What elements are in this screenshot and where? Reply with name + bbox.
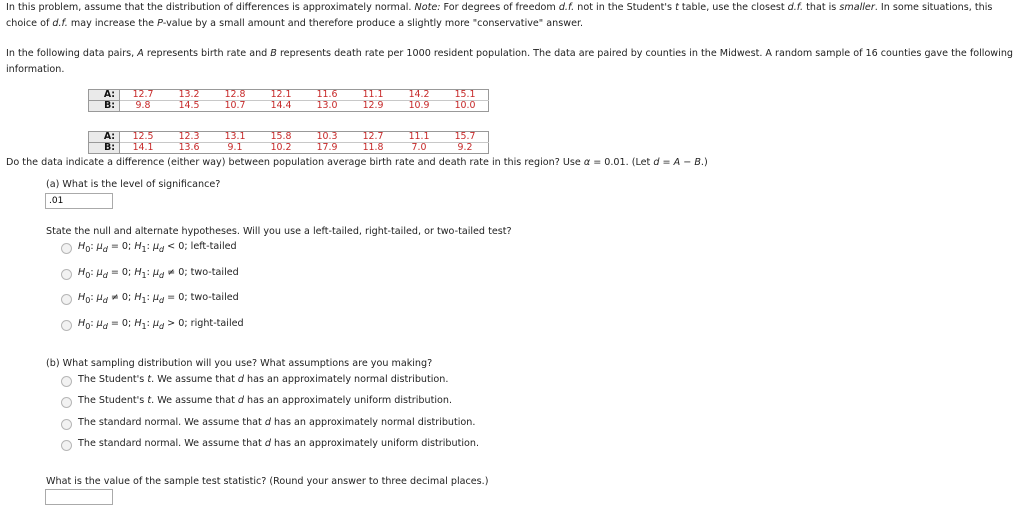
intro-paragraph-1	[6, 0, 1016, 32]
test-statistic-label: What is the value of the sample test statistic? (Round your answer to three decimal places.)	[46, 476, 489, 487]
option-text: The Student's	[78, 395, 148, 406]
relation: = 0;	[107, 318, 135, 329]
table-cell: 13.2	[166, 90, 212, 101]
table-cell: 13.1	[212, 132, 258, 143]
intro-paragraph-2	[6, 46, 1016, 78]
table-cell: 10.7	[224, 100, 246, 111]
colon: :	[90, 318, 97, 329]
question-fragment: Do the data indicate a difference (either way) between population average birth rate and death rate in this region? Use	[6, 157, 584, 168]
option-text: has an approximately uniform distribution.	[270, 438, 479, 449]
part-b-label: (b) What sampling distribution will you use? What assumptions are you making?	[46, 358, 433, 369]
subscript: d	[102, 321, 108, 331]
hypotheses-prompt: State the null and alternate hypotheses. Will you use a left-tailed, right-tailed, or two-tailed test?	[46, 226, 512, 237]
hypothesis-option-1[interactable]	[78, 241, 237, 254]
table-row	[89, 101, 489, 112]
test-statistic-input[interactable]	[45, 489, 113, 505]
mu-symbol: μ	[96, 267, 103, 278]
table-cell: 11.1	[396, 132, 442, 143]
h-symbol: H	[134, 241, 142, 252]
subscript: d	[159, 244, 165, 254]
intro-text: may increase the	[67, 18, 158, 29]
table-cell: 10.3	[304, 132, 350, 143]
intro-text: table, use the closest	[678, 2, 788, 13]
subscript: d	[159, 321, 165, 331]
subscript: 0	[85, 295, 91, 305]
h-symbol: H	[78, 292, 86, 303]
table-cell: 11.8	[362, 142, 384, 153]
mu-symbol: μ	[152, 241, 160, 252]
distribution-radio-3[interactable]	[61, 419, 72, 430]
colon: :	[146, 318, 153, 329]
question-text	[6, 157, 708, 168]
table-cell: 7.0	[411, 142, 427, 153]
distribution-option-2[interactable]	[78, 395, 452, 406]
distribution-radio-4[interactable]	[61, 440, 72, 451]
var-d: d	[237, 374, 244, 385]
intro-text: not in the Student's	[574, 2, 676, 13]
p-term: P	[157, 18, 163, 29]
subscript: d	[102, 244, 108, 254]
table-cell: 15.1	[442, 90, 489, 101]
colon: :	[146, 241, 153, 252]
table-cell: 15.7	[442, 132, 489, 143]
question-fragment: −	[680, 157, 695, 168]
table-cell: 17.9	[316, 142, 338, 153]
var-d: d	[264, 417, 271, 428]
option-text: has an approximately normal distribution.	[243, 374, 449, 385]
colon: :	[146, 292, 153, 303]
hypothesis-radio-4[interactable]	[61, 320, 72, 331]
relation: < 0; left-tailed	[164, 241, 237, 252]
data-table-1	[88, 89, 489, 112]
table-cell: 14.2	[396, 90, 442, 101]
intro-text: In this problem, assume that the distribution of differences is approximately normal.	[6, 2, 415, 13]
var-d: d	[264, 438, 271, 449]
hypothesis-radio-2[interactable]	[61, 269, 72, 280]
intro-text: represents birth rate and	[143, 48, 271, 59]
var-b: B	[694, 157, 701, 168]
table-cell: 12.7	[120, 90, 167, 101]
subscript: 1	[141, 270, 147, 280]
mu-symbol: μ	[96, 318, 103, 329]
hypothesis-option-2[interactable]	[78, 267, 239, 280]
hypothesis-radio-3[interactable]	[61, 294, 72, 305]
table-cell: 10.2	[270, 142, 292, 153]
table-cell: 10.9	[408, 100, 430, 111]
distribution-option-1[interactable]	[78, 374, 448, 385]
note-label: Note:	[414, 2, 441, 13]
table-row	[89, 132, 489, 143]
table-cell: 11.6	[304, 90, 350, 101]
question-fragment: =	[659, 157, 674, 168]
row-label-a: A:	[89, 90, 120, 101]
df-term: d.f.	[52, 18, 68, 29]
row-label-b: B:	[89, 101, 120, 112]
row-label-b: B:	[89, 143, 120, 154]
subscript: d	[102, 295, 108, 305]
table-cell: 9.2	[457, 142, 473, 153]
subscript: 1	[141, 244, 147, 254]
significance-input[interactable]	[45, 193, 113, 209]
h-symbol: H	[78, 267, 86, 278]
relation: ≠ 0;	[107, 292, 135, 303]
distribution-option-3[interactable]	[78, 417, 475, 428]
table-cell: 12.3	[166, 132, 212, 143]
table-cell: 14.1	[132, 142, 154, 153]
part-a-label: (a) What is the level of significance?	[46, 179, 221, 190]
colon: :	[90, 241, 97, 252]
intro-text: . In some situations, this choice of	[6, 2, 993, 29]
mu-symbol: μ	[152, 292, 160, 303]
relation: = 0;	[107, 267, 135, 278]
subscript: 0	[85, 244, 91, 254]
relation: = 0;	[107, 241, 135, 252]
table-row	[89, 143, 489, 154]
table-cell: 12.1	[258, 90, 304, 101]
option-text: The standard normal. We assume that	[78, 438, 265, 449]
var-a: A	[673, 157, 681, 168]
intro-text: -value by a small amount and therefore produce a slightly more "conservative" answer.	[162, 18, 584, 29]
var-d: d	[653, 157, 660, 168]
option-text: . We assume that	[151, 395, 238, 406]
h-symbol: H	[134, 318, 142, 329]
table-cell: 12.5	[120, 132, 167, 143]
option-text: has an approximately uniform distribution.	[243, 395, 453, 406]
alpha-symbol: α	[583, 157, 591, 168]
option-text: The standard normal. We assume that	[78, 417, 265, 428]
table-cell: 12.9	[362, 100, 384, 111]
table-cell: 9.8	[135, 100, 151, 111]
intro-text: In the following data pairs,	[6, 48, 138, 59]
table-cell: 12.7	[350, 132, 396, 143]
colon: :	[90, 267, 97, 278]
h-symbol: H	[78, 241, 86, 252]
var-b: B	[270, 48, 277, 59]
hypothesis-option-3[interactable]	[78, 292, 239, 305]
subscript: d	[159, 295, 165, 305]
relation: ≠ 0; two-tailed	[164, 267, 239, 278]
intro-text: For degrees of freedom	[440, 2, 559, 13]
hypothesis-radio-1[interactable]	[61, 243, 72, 254]
table-cell: 14.5	[178, 100, 200, 111]
distribution-radio-2[interactable]	[61, 397, 72, 408]
option-text: . We assume that	[151, 374, 238, 385]
option-text: has an approximately normal distribution.	[270, 417, 476, 428]
table-cell: 11.1	[350, 90, 396, 101]
question-fragment: = 0.01. (Let	[590, 157, 654, 168]
row-label-a: A:	[89, 132, 120, 143]
table-cell: 10.0	[454, 100, 476, 111]
table-cell: 12.8	[212, 90, 258, 101]
smaller-term: smaller	[839, 2, 875, 13]
df-term: d.f.	[558, 2, 575, 13]
subscript: 1	[141, 295, 147, 305]
intro-text: that is	[803, 2, 840, 13]
mu-symbol: μ	[96, 241, 103, 252]
relation: > 0; right-tailed	[164, 318, 244, 329]
var-d: d	[237, 395, 244, 406]
table-cell: 13.0	[316, 100, 338, 111]
hypothesis-option-4[interactable]	[78, 318, 244, 331]
table-row	[89, 90, 489, 101]
intro-text: represents death rate per 1000 resident population. The data are paired by counties in the Midwest. A random sample of 16 counties gave the following information.	[6, 48, 1013, 75]
subscript: d	[102, 270, 108, 280]
h-symbol: H	[134, 292, 142, 303]
distribution-radio-1[interactable]	[61, 376, 72, 387]
distribution-option-4[interactable]	[78, 438, 479, 449]
mu-symbol: μ	[152, 267, 160, 278]
subscript: 0	[85, 321, 91, 331]
relation: = 0; two-tailed	[164, 292, 239, 303]
var-a: A	[137, 48, 144, 59]
subscript: 0	[85, 270, 91, 280]
subscript: d	[159, 270, 165, 280]
table-cell: 15.8	[258, 132, 304, 143]
t-term: t	[147, 374, 152, 385]
t-term: t	[675, 2, 679, 13]
mu-symbol: μ	[96, 292, 103, 303]
question-fragment: .)	[700, 157, 708, 168]
t-term: t	[147, 395, 152, 406]
option-text: The Student's	[78, 374, 148, 385]
subscript: 1	[141, 321, 147, 331]
table-cell: 14.4	[270, 100, 292, 111]
df-term: d.f.	[787, 2, 804, 13]
colon: :	[90, 292, 97, 303]
table-cell: 13.6	[178, 142, 200, 153]
table-cell: 9.1	[227, 142, 243, 153]
data-table-2	[88, 131, 489, 154]
h-symbol: H	[78, 318, 86, 329]
colon: :	[146, 267, 153, 278]
h-symbol: H	[134, 267, 142, 278]
mu-symbol: μ	[152, 318, 160, 329]
